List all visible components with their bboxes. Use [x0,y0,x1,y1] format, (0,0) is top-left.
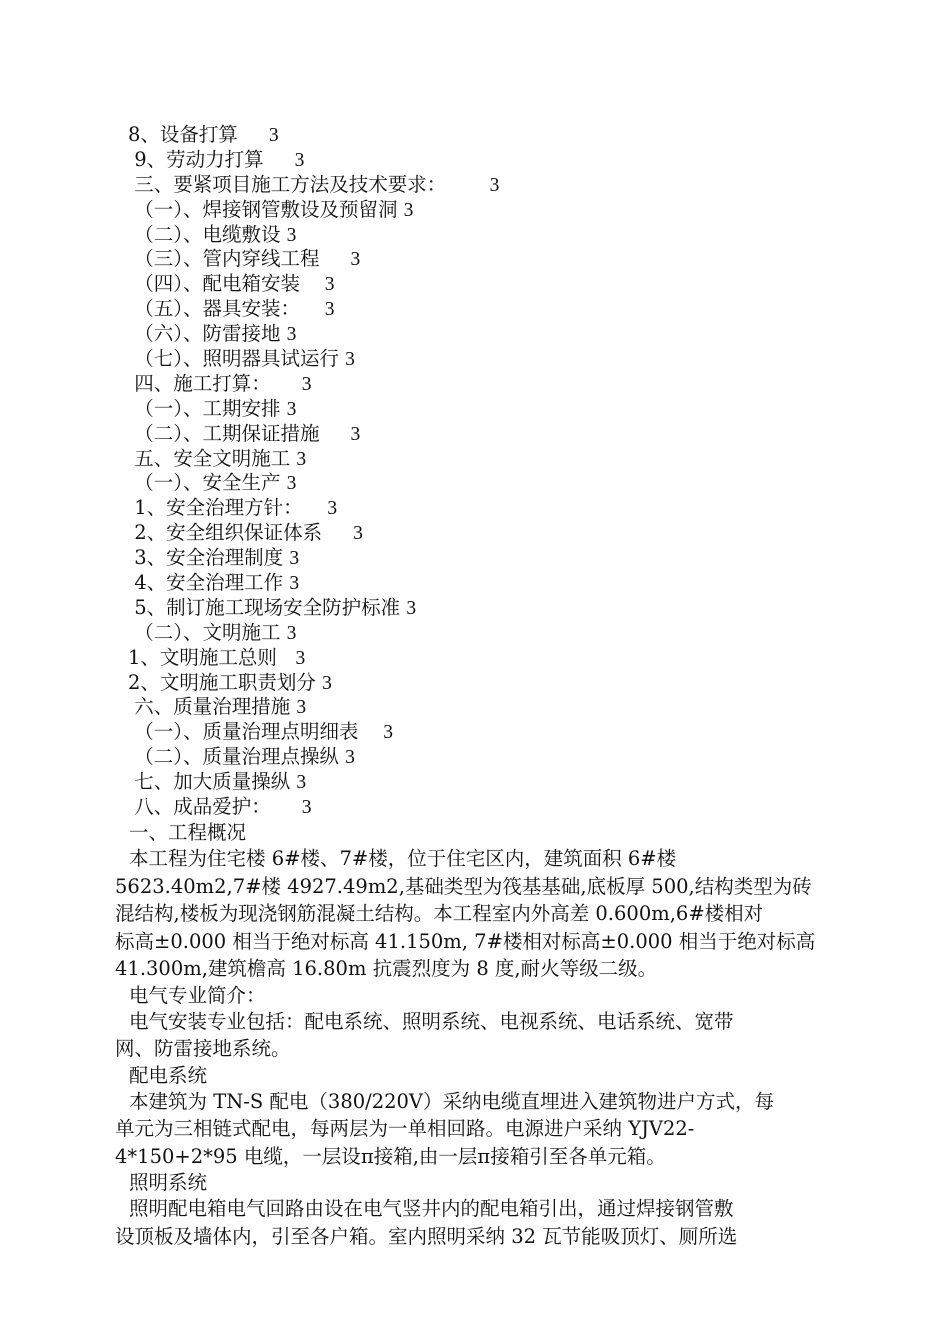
toc-page-number: 3 [289,548,300,570]
toc-page-number: 3 [353,523,363,545]
toc-entry-label: （一）、质量治理点明细表 [128,720,359,744]
paragraph-line: 本工程为住宅楼 6#楼、7#楼，位于住宅区内，建筑面积 6#楼 [129,847,677,870]
toc-entry [128,495,848,520]
paragraph-line: 4*150+2*95 电缆，一层设π接箱,由一层π接箱引至各单元箱。 [115,1144,666,1168]
toc-page-number: 3 [286,398,297,420]
toc-page-number: 3 [324,299,335,321]
toc-entry [128,421,848,446]
toc-entry [128,172,848,197]
paragraph-line: 单元为三相链式配电，每两层为一单相回路。电源进户采纳 YJV22- [115,1117,695,1140]
toc-entry-label: 七、加大质量操纵 [128,770,291,794]
toc-entry [128,246,848,271]
toc-entry [128,719,848,744]
toc-entry [128,595,848,620]
toc-entry [128,570,848,595]
toc-page-number: 3 [301,797,312,819]
toc-entry-label: （二）、文明施工 [128,620,281,644]
toc-page-number: 3 [301,373,312,395]
toc-entry-gap [264,148,295,171]
toc-page-number: 3 [403,199,414,221]
toc-page-number: 3 [406,597,417,619]
overview-paragraph [115,845,837,983]
toc-entry [128,446,848,471]
toc-entry [128,296,848,321]
toc-entry-label: 四、施工打算： [128,371,271,395]
toc-entry-label: （四）、配电箱安装 [128,272,300,296]
section-title: 一、工程概况 [129,821,247,844]
toc-entry [128,645,848,670]
toc-page-number: 3 [383,722,393,744]
toc-page-number: 3 [327,498,338,520]
toc-page-number: 3 [286,224,297,246]
toc-entry-gap [238,123,269,146]
paragraph-line: 本建筑为 TN-S 配电（380/220V）采纳电缆直埋进入建筑物进户方式，每 [129,1089,775,1113]
toc-page-number: 3 [286,473,297,495]
lighting-title: 照明系统 [129,1171,208,1194]
toc-entry-gap [277,646,296,669]
toc-entry-label: 3、安全治理制度 [128,546,284,570]
toc-entry [128,769,848,794]
toc-entry-gap [446,173,489,196]
toc-entry-label: 4、安全治理工作 [128,571,284,595]
toc-entry-label: （一）、安全生产 [128,471,281,495]
toc-entry-label: 2、安全组织保证体系 [128,521,323,545]
toc-entry-gap [271,795,302,818]
toc-page-number: 3 [295,647,306,669]
paragraph-line: 标高±0.000 相当于绝对标高 41.150m, 7#楼相对标高±0.000 相当于绝对标高 [115,929,816,953]
toc-entry-label: （二）、质量治理点操纵 [128,745,339,769]
toc-entry-label: 五、安全文明施工 [128,446,291,470]
toc-page-number: 3 [294,149,305,171]
toc-entry [128,271,848,296]
toc-entry-label: 5、制订施工现场安全防护标准 [128,595,401,619]
document-body [115,820,837,1250]
electrical-paragraph [115,1008,837,1063]
toc-entry-gap [271,372,302,395]
toc-entry-label: 9、劳动力打算 [128,147,264,171]
toc-entry-label: 1、安全治理方针： [128,496,303,520]
toc-page-number: 3 [345,349,355,371]
toc-entry [128,122,848,147]
toc-entry-label: 六、质量治理措施 [128,695,291,719]
toc-page-number: 3 [296,772,307,794]
toc-entry [128,670,848,695]
toc-page-number: 3 [296,448,307,470]
toc-entry-label: 三、要紧项目施工方法及技术要求： [128,172,447,196]
toc-entry [128,620,848,645]
toc-entry-label: （二）、工期保证措施 [128,421,320,445]
toc-page-number: 3 [350,249,361,271]
toc-entry [128,197,848,222]
paragraph-line: 网、防雷接地系统。 [115,1037,291,1060]
toc-page-number: 3 [286,622,297,644]
table-of-contents [128,122,848,819]
toc-page-number: 3 [345,747,355,769]
toc-entry-label: （二）、电缆敷设 [128,222,281,246]
toc-entry [128,545,848,570]
paragraph-line: 5623.40m2,7#楼 4927.49m2,基础类型为筏基基础,底板厚 500,结构类型为砖 [115,874,812,898]
toc-entry-gap [300,272,325,295]
paragraph-line: 41.300m,建筑檐高 16.80m 抗震烈度为 8 度,耐火等级二级。 [115,957,658,980]
toc-page-number: 3 [322,672,332,694]
distribution-paragraph [115,1088,837,1171]
toc-entry [128,694,848,719]
toc-entry [128,520,848,545]
toc-entry-gap [300,297,325,320]
toc-entry-label: （五）、器具安装： [128,297,300,321]
toc-entry-label: （六）、防雷接地 [128,322,281,346]
paragraph-line: 照明配电箱电气回路由设在电气竖井内的配电箱引出，通过焊接钢管敷 [129,1197,734,1220]
toc-entry [128,470,848,495]
toc-entry-gap [303,496,328,519]
toc-entry [128,371,848,396]
lighting-paragraph [115,1195,837,1250]
toc-entry-gap [358,720,383,743]
toc-page-number: 3 [289,573,300,595]
distribution-title: 配电系统 [129,1063,208,1087]
toc-entry [128,346,848,371]
toc-entry-label: 2、文明施工职责划分 [128,670,316,694]
toc-entry-label: 八、成品爱护： [128,795,271,819]
toc-entry [128,744,848,769]
paragraph-line: 电气安装专业包括：配电系统、照明系统、电视系统、电话系统、宽带 [129,1009,734,1033]
toc-entry-label: 8、设备打算 [128,123,238,146]
toc-entry-gap [319,247,350,270]
toc-entry [128,147,848,172]
toc-entry-label: （一）、工期安排 [128,396,281,420]
paragraph-line: 混结构,楼板为现浇钢筋混凝土结构。本工程室内外高差 0.600m,6#楼相对 [115,902,764,925]
toc-page-number: 3 [268,125,279,146]
toc-page-number: 3 [350,423,361,445]
toc-entry-label: （三）、管内穿线工程 [128,247,320,271]
toc-page-number: 3 [286,324,297,346]
toc-page-number: 3 [296,697,307,719]
paragraph-line: 设顶板及墙体内，引至各户箱。室内照明采纳 32 瓦节能吸顶灯、厕所选 [115,1224,738,1248]
electrical-title: 电气专业简介： [129,983,266,1007]
toc-entry-gap [319,422,350,445]
toc-entry-label: （七）、照明器具试运行 [128,347,339,371]
toc-entry [128,222,848,247]
toc-page-number: 3 [489,174,500,196]
toc-page-number: 3 [324,274,335,296]
toc-entry [128,321,848,346]
toc-entry-label: （一）、焊接钢管敷设及预留洞 [128,197,398,221]
toc-entry-label: 1、文明施工总则 [128,645,277,669]
toc-entry [128,396,848,421]
toc-entry-gap [322,521,353,544]
toc-entry [128,794,848,819]
